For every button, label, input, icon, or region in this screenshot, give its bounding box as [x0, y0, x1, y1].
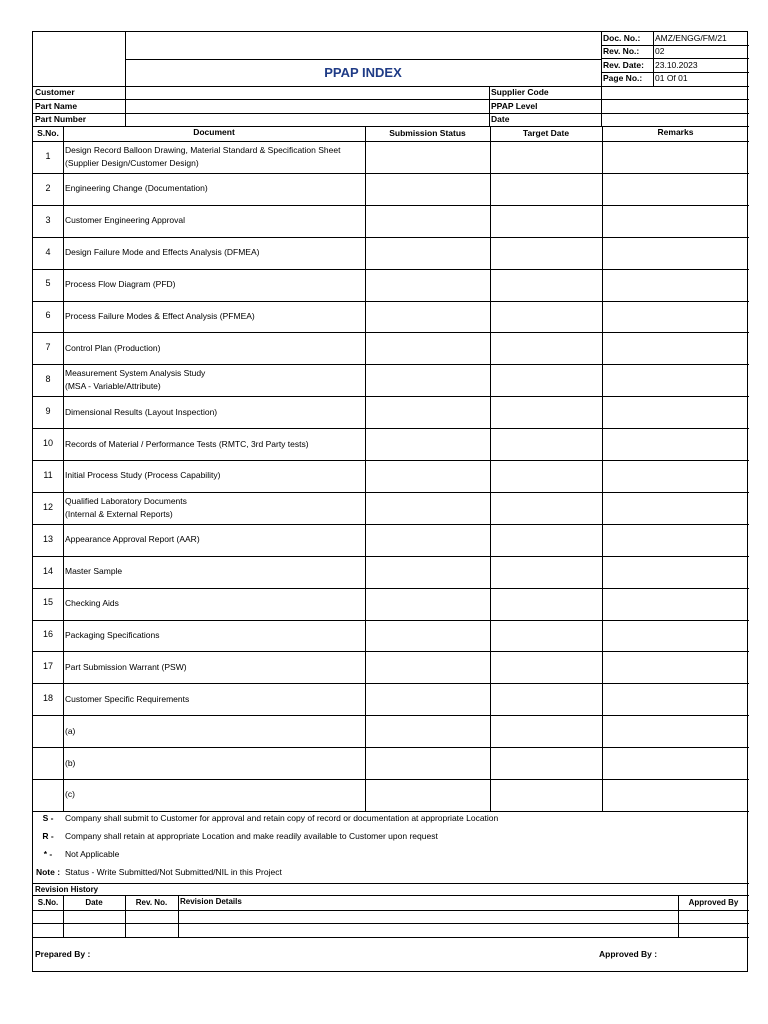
- target-date-cell[interactable]: [491, 302, 602, 332]
- row-document: Process Flow Diagram (PFD): [65, 279, 176, 290]
- page-no-label: Page No.:: [603, 73, 643, 83]
- remarks-cell[interactable]: [603, 397, 749, 427]
- target-date-cell[interactable]: [491, 365, 602, 395]
- row-number: 9: [45, 406, 51, 417]
- target-date-cell[interactable]: [491, 142, 602, 172]
- table-row: [33, 779, 749, 811]
- rev-no-value: 02: [655, 46, 665, 56]
- remarks-cell[interactable]: [603, 365, 749, 395]
- row-number: 12: [42, 501, 53, 512]
- remarks-cell[interactable]: [603, 684, 749, 714]
- target-date-cell[interactable]: [491, 238, 602, 268]
- submission-status-cell[interactable]: [366, 780, 490, 810]
- approved-by-label: Approved By :: [599, 949, 658, 959]
- submission-status-cell[interactable]: [366, 333, 490, 363]
- remarks-cell[interactable]: [603, 333, 749, 363]
- rev-no-label: Rev. No.:: [603, 46, 640, 56]
- target-date-cell[interactable]: [491, 589, 602, 619]
- submission-status-cell[interactable]: [366, 174, 490, 204]
- row-document: Process Failure Modes & Effect Analysis (PFMEA): [65, 310, 255, 321]
- table-row: [33, 460, 749, 492]
- target-date-cell[interactable]: [491, 333, 602, 363]
- remarks-cell[interactable]: [603, 174, 749, 204]
- row-document: Dimensional Results (Layout Inspection): [65, 406, 218, 417]
- row-number: 1: [45, 150, 51, 161]
- row-document: Checking Aids: [65, 598, 119, 609]
- remarks-cell[interactable]: [603, 238, 749, 268]
- target-date-cell[interactable]: [491, 397, 602, 427]
- submission-status-cell[interactable]: [366, 557, 490, 587]
- target-date-cell[interactable]: [491, 429, 602, 459]
- row-number: 18: [42, 693, 53, 704]
- row-number: 16: [42, 629, 53, 640]
- supplier-code-field[interactable]: [602, 87, 749, 99]
- table-row: [33, 364, 749, 396]
- note-key: S -: [42, 812, 54, 823]
- row-document: Control Plan (Production): [65, 342, 161, 353]
- rev-col-rev-no: Rev. No.: [135, 898, 168, 907]
- row-document: Engineering Change (Documentation): [65, 183, 208, 194]
- page-title: PPAP INDEX: [324, 65, 402, 80]
- supplier-code-label: Supplier Code: [491, 87, 549, 97]
- table-row: [33, 492, 749, 524]
- target-date-cell[interactable]: [491, 780, 602, 810]
- row-document: Initial Process Study (Process Capability): [65, 470, 221, 481]
- customer-label: Customer: [35, 87, 75, 97]
- row-number: 13: [42, 533, 53, 544]
- remarks-cell[interactable]: [603, 206, 749, 236]
- table-row: [33, 205, 749, 237]
- target-date-cell[interactable]: [491, 748, 602, 778]
- submission-status-cell[interactable]: [366, 589, 490, 619]
- row-document: Qualified Laboratory Documents (Internal & External Reports): [65, 495, 187, 519]
- submission-status-cell[interactable]: [366, 621, 490, 651]
- revision-history-title: Revision History: [35, 885, 99, 894]
- row-number: 5: [45, 278, 51, 289]
- row-number: 8: [45, 374, 51, 385]
- table-row: [33, 556, 749, 588]
- remarks-cell[interactable]: [603, 780, 749, 810]
- remarks-cell[interactable]: [603, 525, 749, 555]
- table-row: [33, 588, 749, 620]
- remarks-cell[interactable]: [603, 302, 749, 332]
- table-row: [33, 237, 749, 269]
- table-row: [33, 269, 749, 301]
- table-row: [33, 651, 749, 683]
- rev-date-value: 23.10.2023: [655, 60, 698, 70]
- table-row: [33, 428, 749, 460]
- submission-status-cell[interactable]: [366, 397, 490, 427]
- table-row: [33, 620, 749, 652]
- target-date-cell[interactable]: [491, 557, 602, 587]
- row-sub-item: (c): [65, 789, 75, 800]
- remarks-cell[interactable]: [603, 142, 749, 172]
- row-document: Appearance Approval Report (AAR): [65, 534, 200, 545]
- row-document: Measurement System Analysis Study (MSA - Variable/Attribute): [65, 368, 206, 392]
- submission-status-cell[interactable]: [366, 461, 490, 491]
- date-field[interactable]: [602, 114, 749, 126]
- note-key: R -: [42, 830, 54, 841]
- table-row: [33, 332, 749, 364]
- part-number-field[interactable]: [126, 114, 489, 126]
- row-sub-item: (b): [65, 757, 76, 768]
- row-number: 11: [43, 469, 53, 480]
- submission-status-cell[interactable]: [366, 525, 490, 555]
- note-key: * -: [43, 848, 53, 859]
- page-no-value: 01 Of 01: [655, 73, 688, 83]
- target-date-cell[interactable]: [491, 684, 602, 714]
- submission-status-cell[interactable]: [366, 365, 490, 395]
- note-text: Status - Write Submitted/Not Submitted/NIL in this Project: [65, 866, 282, 877]
- row-number: 17: [42, 661, 53, 672]
- table-row: [33, 173, 749, 205]
- row-document: Design Record Balloon Drawing, Material Standard & Specification Sheet (Supplier Design/Customer Design): [65, 144, 341, 168]
- note-text: Not Applicable: [65, 848, 120, 859]
- submission-status-cell[interactable]: [366, 748, 490, 778]
- remarks-cell[interactable]: [603, 461, 749, 491]
- remarks-cell[interactable]: [603, 652, 749, 682]
- remarks-cell[interactable]: [603, 270, 749, 300]
- rev-col-approved-by: Approved By: [688, 898, 739, 907]
- note-text: Company shall retain at appropriate Location and make readily available to Customer upon request: [65, 830, 438, 841]
- table-row: [33, 747, 749, 779]
- prepared-by-label: Prepared By :: [35, 949, 91, 959]
- row-number: 10: [42, 437, 53, 448]
- part-name-field[interactable]: [126, 100, 489, 113]
- rev-date-label: Rev. Date:: [603, 60, 644, 70]
- target-date-cell[interactable]: [491, 716, 602, 746]
- doc-no-label: Doc. No.:: [603, 33, 641, 43]
- row-number: 7: [45, 342, 51, 353]
- submission-status-cell[interactable]: [366, 429, 490, 459]
- submission-status-cell[interactable]: [366, 684, 490, 714]
- row-number: 4: [45, 246, 51, 257]
- table-row: [33, 715, 749, 747]
- target-date-cell[interactable]: [491, 525, 602, 555]
- target-date-cell[interactable]: [491, 461, 602, 491]
- part-number-label: Part Number: [35, 114, 87, 124]
- target-date-cell[interactable]: [491, 174, 602, 204]
- remarks-cell[interactable]: [603, 557, 749, 587]
- row-document: Part Submission Warrant (PSW): [65, 661, 187, 672]
- row-document: Customer Engineering Approval: [65, 215, 186, 226]
- submission-status-cell[interactable]: [366, 493, 490, 523]
- submission-status-cell[interactable]: [366, 270, 490, 300]
- submission-status-cell[interactable]: [366, 142, 490, 172]
- table-row: [33, 396, 749, 428]
- row-sub-item: (a): [65, 725, 76, 736]
- submission-status-cell[interactable]: [366, 206, 490, 236]
- target-date-cell[interactable]: [491, 206, 602, 236]
- remarks-cell[interactable]: [603, 429, 749, 459]
- target-date-cell[interactable]: [491, 652, 602, 682]
- remarks-cell[interactable]: [603, 589, 749, 619]
- row-number: 14: [42, 565, 53, 576]
- remarks-cell[interactable]: [603, 621, 749, 651]
- row-document: Records of Material / Performance Tests (RMTC, 3rd Party tests): [65, 438, 309, 449]
- target-date-cell[interactable]: [491, 270, 602, 300]
- submission-status-cell[interactable]: [366, 652, 490, 682]
- submission-status-cell[interactable]: [366, 302, 490, 332]
- col-header-target-date: Target Date: [522, 128, 570, 138]
- col-header-remarks: Remarks: [657, 127, 694, 137]
- ppap-level-field[interactable]: [602, 100, 749, 113]
- rev-col-details: Revision Details: [180, 897, 242, 906]
- table-row: [33, 301, 749, 333]
- date-label: Date: [491, 114, 510, 124]
- col-header-submission-status: Submission Status: [389, 128, 466, 138]
- row-document: Design Failure Mode and Effects Analysis (DFMEA): [65, 247, 260, 258]
- row-number: 15: [42, 597, 53, 608]
- target-date-cell[interactable]: [491, 493, 602, 523]
- ppap-index-form: [32, 31, 748, 972]
- note-text: Company shall submit to Customer for approval and retain copy of record or documentation at appropriate Location: [65, 812, 499, 823]
- table-row: [33, 141, 749, 173]
- table-row: [33, 683, 749, 715]
- submission-status-cell[interactable]: [366, 716, 490, 746]
- target-date-cell[interactable]: [491, 621, 602, 651]
- rev-col-date: Date: [85, 898, 103, 907]
- remarks-cell[interactable]: [603, 748, 749, 778]
- row-number: 6: [45, 310, 51, 321]
- row-number: 2: [45, 182, 51, 193]
- doc-no-value: AMZ/ENGG/FM/21: [655, 33, 727, 43]
- part-name-label: Part Name: [35, 101, 78, 111]
- note-key: Note :: [35, 866, 61, 877]
- ppap-level-label: PPAP Level: [491, 101, 538, 111]
- row-number: 3: [45, 214, 51, 225]
- row-document: Customer Specific Requirements: [65, 693, 190, 704]
- remarks-cell[interactable]: [603, 493, 749, 523]
- rev-col-sno: S.No.: [37, 898, 59, 907]
- row-document: Packaging Specifications: [65, 629, 160, 640]
- table-row: [33, 524, 749, 556]
- col-header-document: Document: [193, 127, 235, 137]
- col-header-sno: S.No.: [37, 128, 59, 138]
- customer-field[interactable]: [126, 87, 489, 99]
- row-document: Master Sample: [65, 566, 123, 577]
- submission-status-cell[interactable]: [366, 238, 490, 268]
- remarks-cell[interactable]: [603, 716, 749, 746]
